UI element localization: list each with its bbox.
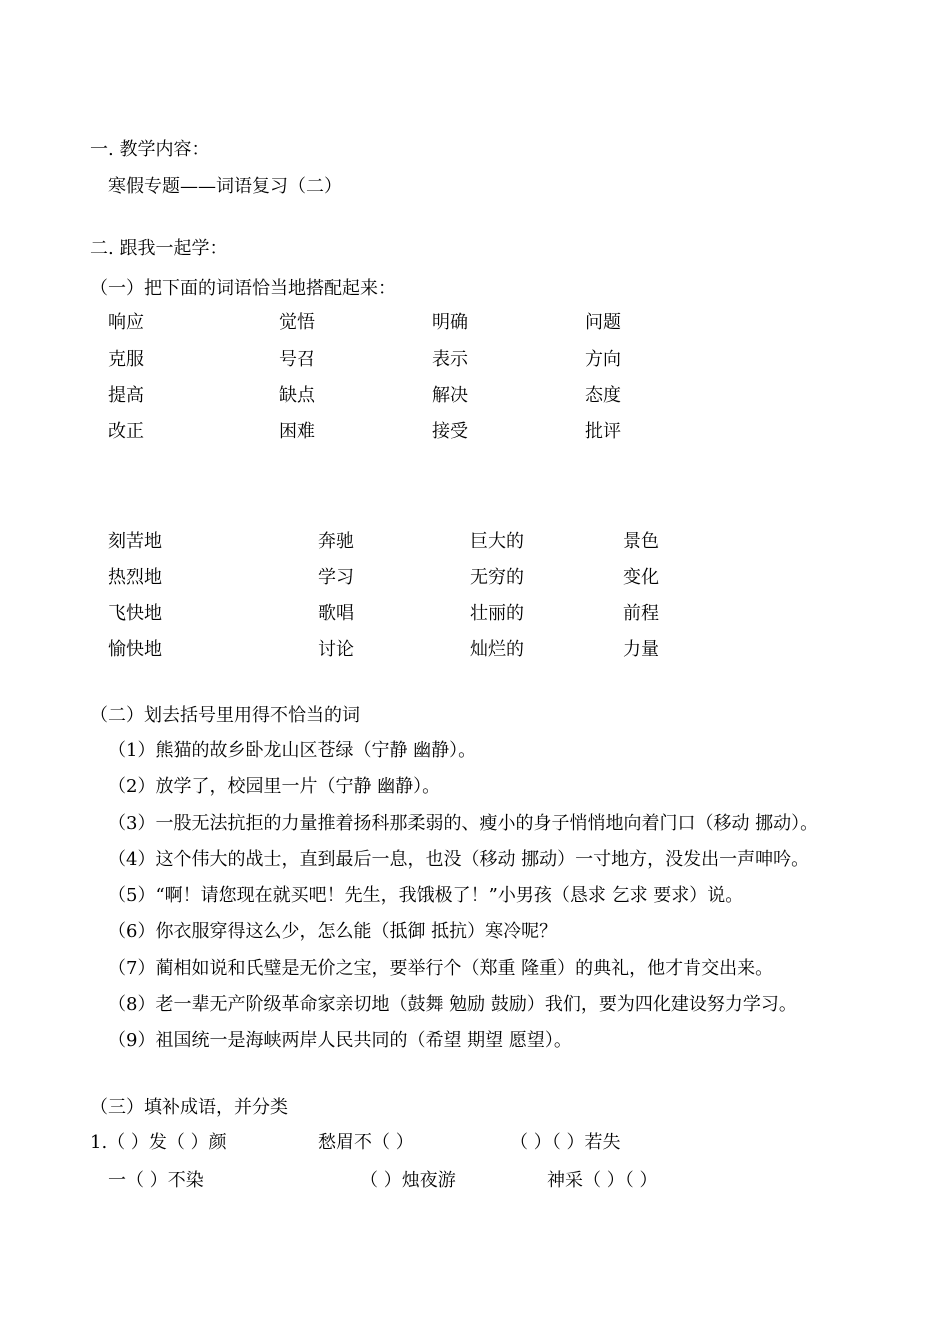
topic-title: 寒假专题——词语复习（二） (108, 176, 342, 197)
word: 愉快地 (108, 639, 162, 660)
idiom-blank: （ ）烛夜游 (360, 1170, 456, 1191)
word: 壮丽的 (470, 603, 524, 624)
word: 无穷的 (470, 567, 524, 588)
section-heading-learn-with-me: 二. 跟我一起学： (90, 238, 228, 259)
word: 表示 (432, 349, 468, 370)
word: 热烈地 (108, 567, 162, 588)
word: 奔驰 (318, 531, 354, 552)
word: 响应 (108, 312, 144, 333)
word: 变化 (623, 567, 659, 588)
word: 提高 (108, 385, 144, 406)
sentence-item: （6）你衣服穿得这么少，怎么能（抵御 抵抗）寒冷呢？ (108, 921, 558, 942)
word: 讨论 (318, 639, 354, 660)
word: 困难 (279, 421, 315, 442)
word: 明确 (432, 312, 468, 333)
sentence-item: （8）老一辈无产阶级革命家亲切地（鼓舞 勉励 鼓励）我们，要为四化建设努力学习。 (108, 994, 797, 1015)
word: 巨大的 (470, 531, 524, 552)
word: 灿烂的 (470, 639, 524, 660)
word: 接受 (432, 421, 468, 442)
idiom-blank: （ ）（ ）若失 (510, 1132, 621, 1153)
word: 前程 (623, 603, 659, 624)
word: 号召 (279, 349, 315, 370)
word: 景色 (623, 531, 659, 552)
idiom-blank: 神采（ ）（ ） (547, 1170, 658, 1191)
word: 批评 (585, 421, 621, 442)
word: 飞快地 (108, 603, 162, 624)
exercise-3-title: （三）填补成语，并分类 (90, 1097, 288, 1118)
word: 力量 (623, 639, 659, 660)
sentence-item: （9）祖国统一是海峡两岸人民共同的（希望 期望 愿望）。 (108, 1030, 572, 1051)
word: 解决 (432, 385, 468, 406)
word: 克服 (108, 349, 144, 370)
exercise-2-title: （二）划去括号里用得不恰当的词 (90, 705, 360, 726)
word: 方向 (585, 349, 621, 370)
word: 学习 (318, 567, 354, 588)
sentence-item: （5）“啊！请您现在就买吧！先生，我饿极了！”小男孩（恳求 乞求 要求）说。 (108, 885, 744, 906)
sentence-item: （1）熊猫的故乡卧龙山区苍绿（宁静 幽静）。 (108, 740, 477, 761)
idiom-blank: 一（ ）不染 (108, 1170, 204, 1191)
word: 刻苦地 (108, 531, 162, 552)
word: 缺点 (279, 385, 315, 406)
sentence-item: （4）这个伟大的战士，直到最后一息，也没（移动 挪动）一寸地方，没发出一声呻吟。 (108, 849, 810, 870)
word: 态度 (585, 385, 621, 406)
section-heading-teaching-content: 一. 教学内容： (90, 139, 210, 160)
word: 歌唱 (318, 603, 354, 624)
idiom-blank: 愁眉不（ ） (318, 1132, 414, 1153)
word: 觉悟 (279, 312, 315, 333)
exercise-1-title: （一）把下面的词语恰当地搭配起来： (90, 278, 396, 299)
sentence-item: （2）放学了，校园里一片（宁静 幽静）。 (108, 776, 441, 797)
word: 问题 (585, 312, 621, 333)
word: 改正 (108, 421, 144, 442)
idiom-blank: 1.（ ）发（ ）颜 (90, 1132, 227, 1153)
sentence-item: （3）一股无法抗拒的力量推着扬科那柔弱的、瘦小的身子悄悄地向着门口（移动 挪动）。 (108, 813, 819, 834)
sentence-item: （7）蔺相如说和氏璧是无价之宝，要举行个（郑重 隆重）的典礼，他才肯交出来。 (108, 958, 774, 979)
